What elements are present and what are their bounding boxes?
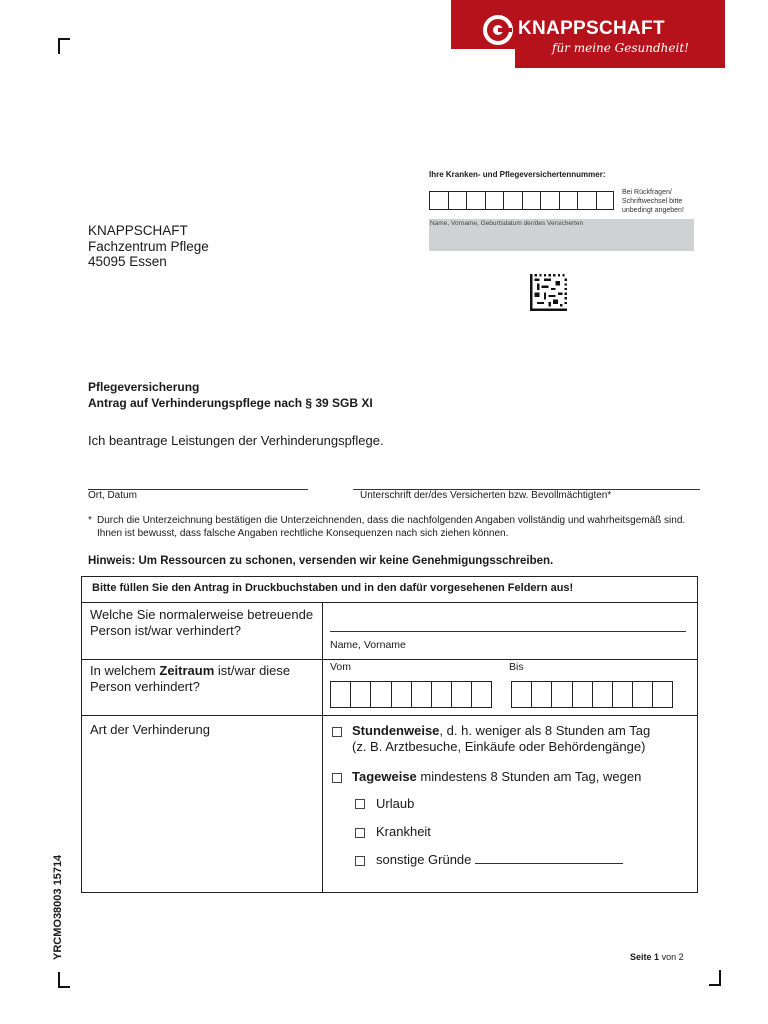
hourly-option-text [352, 723, 650, 755]
footnote-star: * [88, 515, 92, 526]
other-reasons-option [376, 852, 623, 868]
illness-label: Krankheit [376, 824, 431, 839]
row-divider [82, 602, 697, 603]
daily-rest: mindestens 8 Stunden am Tag, wegen [416, 769, 642, 784]
digit-box[interactable] [559, 191, 578, 210]
date-digit-box[interactable] [531, 681, 551, 708]
date-digit-box[interactable] [451, 681, 471, 708]
date-digit-box[interactable] [592, 681, 612, 708]
hourly-bold: Stundenweise [352, 723, 440, 738]
place-date-label: Ort, Datum [88, 490, 137, 501]
other-reasons-label: sonstige Gründe [376, 852, 472, 867]
date-digit-box[interactable] [431, 681, 451, 708]
person-name-label: Name, Vorname [330, 639, 406, 651]
footnote-text: Durch die Unterzeichnung bestätigen die Unterzeichnenden, dass die nachfolgenden Angaben vollständig und wahrheitsgemäß sind. Ihnen ist bewusst, dass falsche Angaben rechtliche Konsequenzen nach sich ziehen können. [97, 515, 686, 539]
hourly-line2: (z. B. Arztbesuche, Einkäufe oder Behördengänge) [352, 739, 646, 754]
date-digit-box[interactable] [370, 681, 390, 708]
date-digit-box[interactable] [551, 681, 571, 708]
form-banner: Bitte füllen Sie den Antrag in Druckbuchstaben und in den dafür vorgesehenen Feldern aus! [92, 582, 574, 594]
subject-line: Antrag auf Verhinderungspflege nach § 39 SGB XI [88, 396, 373, 410]
page-current: 1 [654, 952, 660, 962]
corner-mark-bottom-left [58, 972, 70, 988]
to-label: Bis [509, 661, 524, 673]
page-total: von 2 [661, 952, 684, 962]
insurance-number-note: Bei Rückfragen/ Schriftwechsel bitte unbedingt angeben! [622, 189, 684, 214]
corner-mark-top-left [58, 38, 70, 54]
digit-box[interactable] [503, 191, 522, 210]
hourly-rest: , d. h. weniger als 8 Stunden am Tag [439, 723, 651, 738]
other-reasons-field[interactable] [475, 852, 623, 864]
row-divider [82, 715, 697, 716]
to-date-boxes[interactable] [511, 681, 673, 708]
document-code: YRCMO38003 15714 [52, 854, 64, 960]
date-digit-box[interactable] [612, 681, 632, 708]
hourly-checkbox[interactable] [332, 727, 342, 737]
digit-box[interactable] [577, 191, 596, 210]
digit-box[interactable] [540, 191, 559, 210]
period-label-bold: Zeitraum [159, 663, 215, 678]
digit-box[interactable] [448, 191, 467, 210]
daily-option-text [352, 769, 641, 785]
subject-line: Pflegeversicherung [88, 380, 200, 394]
intro-text: Ich beantrage Leistungen der Verhinderungspflege. [88, 433, 384, 448]
hourly-line1 [352, 723, 650, 739]
daily-checkbox[interactable] [332, 773, 342, 783]
logo-brand: KNAPPSCHAFT [518, 18, 665, 39]
person-name-field[interactable] [330, 631, 686, 632]
other-reasons-checkbox[interactable] [355, 856, 365, 866]
digit-box[interactable] [466, 191, 485, 210]
period-label-post: ist/war diese Person verhindert? [90, 663, 291, 694]
row-label-type: Art der Verhinderung [90, 722, 210, 737]
address-line: 45095 Essen [88, 254, 167, 269]
daily-bold: Tageweise [352, 769, 417, 784]
illness-checkbox[interactable] [355, 828, 365, 838]
date-digit-box[interactable] [572, 681, 592, 708]
date-digit-box[interactable] [350, 681, 370, 708]
digit-box[interactable] [522, 191, 541, 210]
date-digit-box[interactable] [632, 681, 652, 708]
vacation-checkbox[interactable] [355, 799, 365, 809]
application-form-table [81, 576, 698, 893]
digit-box[interactable] [596, 191, 615, 210]
from-label: Vom [330, 661, 352, 673]
digit-box[interactable] [429, 191, 448, 210]
document-subject [88, 379, 373, 411]
recipient-address [88, 223, 209, 270]
date-digit-box[interactable] [471, 681, 491, 708]
vacation-label: Urlaub [376, 796, 415, 811]
datamatrix-code-icon [530, 274, 567, 311]
row-label-period [90, 663, 315, 694]
date-digit-box[interactable] [411, 681, 431, 708]
logo-slogan: für meine Gesundheit! [552, 41, 689, 55]
row-label-person: Welche Sie normalerweise betreuende Person ist/war verhindert? [90, 607, 314, 638]
insurance-number-label: Ihre Kranken- und Pflegeversichertennummer: [429, 170, 606, 179]
insured-person-label: Name, Vorname, Geburtsdatum der/des Versicherten [430, 220, 584, 227]
row-divider [82, 659, 697, 660]
page-word: Seite [630, 952, 652, 962]
date-digit-box[interactable] [391, 681, 411, 708]
signature-label: Unterschrift der/des Versicherten bzw. Bevollmächtigten* [360, 490, 612, 501]
page-number [630, 952, 684, 962]
insured-person-field[interactable] [429, 219, 694, 251]
insurance-number-boxes[interactable] [429, 191, 614, 210]
date-digit-box[interactable] [330, 681, 350, 708]
address-line: KNAPPSCHAFT [88, 223, 188, 238]
digit-box[interactable] [485, 191, 504, 210]
column-divider [322, 602, 323, 892]
period-label-pre: In welchem [90, 663, 160, 678]
hinweis-text: Hinweis: Um Ressourcen zu schonen, versenden wir keine Genehmigungsschreiben. [88, 555, 554, 567]
date-digit-box[interactable] [511, 681, 531, 708]
address-line: Fachzentrum Pflege [88, 238, 209, 254]
corner-mark-bottom-right [709, 970, 721, 986]
knappschaft-logo-icon [483, 15, 513, 45]
from-date-boxes[interactable] [330, 681, 492, 708]
date-digit-box[interactable] [652, 681, 672, 708]
